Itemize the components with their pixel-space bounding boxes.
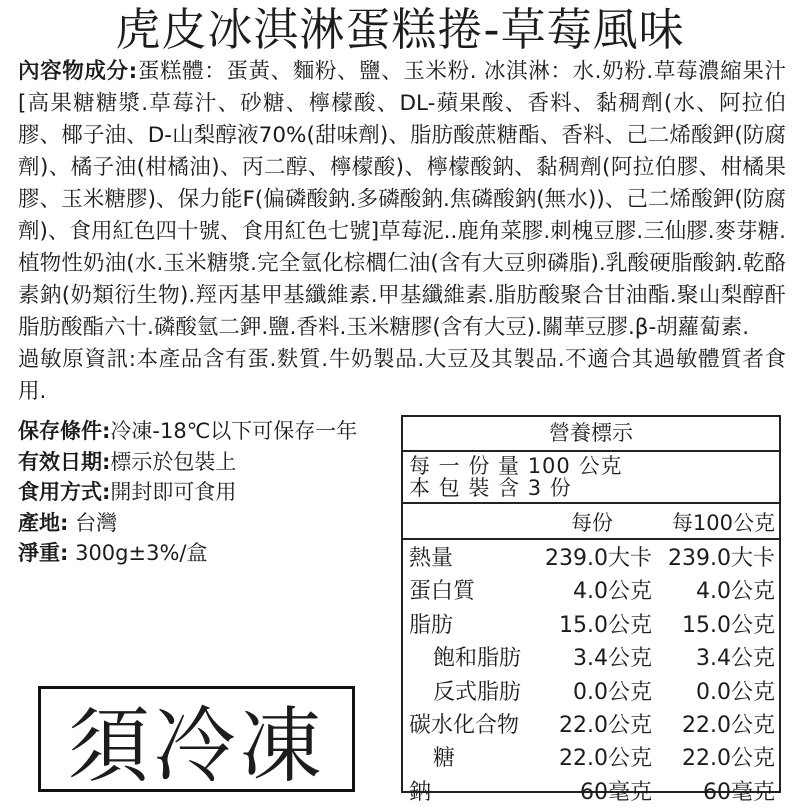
nutrient-name: 糖 (433, 746, 456, 772)
nutrition-row-energy (403, 542, 779, 575)
per-100g-header: 每100公克 (671, 511, 775, 535)
nutrition-row-sodium (403, 776, 779, 809)
product-title: 虎皮冰淇淋蛋糕捲-草莓風味 (115, 3, 685, 56)
net-weight-label: 淨重: (18, 541, 69, 565)
origin-value: 台灣 (68, 510, 118, 535)
nutrient-name: 脂肪 (409, 612, 454, 638)
per-100g-value: 22.0公克 (682, 746, 775, 772)
allergen-info: 過敏原資訊:本產品含有蛋.麩質.牛奶製品.大豆及其製品.不適合其過敏體質者食用. (18, 347, 786, 404)
net-weight-value: 300g±3%/盒 (68, 541, 208, 565)
nutrition-row-fat (403, 609, 779, 642)
keep-frozen-stamp: 須冷凍 (38, 686, 355, 792)
nutrient-name: 碳水化合物 (409, 712, 520, 738)
per-serving-header: 每份 (571, 511, 613, 535)
servings-per-package: 本 包 裝 含 3 份 (409, 476, 572, 500)
ingredients-text: 蛋糕體：蛋黃、麵粉、鹽、玉米粉. 冰淇淋：水.奶粉.草莓濃縮果汁[高果糖糖漿.草莓汁、砂糖、檸檬酸、DL-蘋果酸、香料、黏稠劑(水、阿拉伯膠、椰子油、D-山梨醇液70%(甜味劑)、脂肪酸蔗糖酯、香料、己二烯酸鉀(防腐劑)、橘子油(柑橘油)、丙二醇、檸檬酸)、檸檬酸鈉、黏稠劑(阿拉伯膠、柑橘果膠、玉米糖膠)、保力能F(偏磷酸鈉.多磷酸鈉.焦磷酸鈉(無水))、己二烯酸鉀(防腐劑)、食用紅色四十號、食用紅色七號]草莓泥..鹿角菜膠.刺槐豆膠.三仙膠.麥芽糖.植物性奶油(水.玉米糖漿.完全氫化棕櫚仁油(含有大豆卵磷脂).乳酸硬脂酸鈉.乾酪素鈉(奶類衍生物).羥丙基甲基纖維素.甲基纖維素.脂肪酸聚合甘油酯.聚山梨醇酐脂肪酸酯六十.磷酸氫二鉀.鹽.香料.玉米糖膠(含有大豆).關華豆膠.β-胡蘿蔔素. (18, 59, 786, 340)
nutrient-name: 熱量 (409, 546, 454, 571)
per-serving-value: 4.0公克 (573, 579, 652, 605)
nutrition-column-headers (403, 504, 779, 540)
per-serving-value: 22.0公克 (559, 746, 652, 772)
serving-size: 每 一 份 量 100 公克 (409, 454, 623, 478)
storage-value: 冷凍-18℃以下可保存一年 (110, 419, 358, 443)
nutrient-name: 飽和脂肪 (433, 646, 522, 672)
usage-row (18, 477, 398, 508)
ingredients-label: 內容物成分: (18, 59, 138, 84)
per-serving-value: 15.0公克 (559, 612, 652, 638)
serving-info (403, 452, 779, 504)
storage-label: 保存條件: (18, 419, 111, 443)
storage-row (18, 416, 398, 447)
nutrition-row-protein (403, 575, 779, 608)
per-100g-value: 15.0公克 (682, 612, 775, 638)
usage-label: 食用方式: (18, 480, 111, 504)
usage-value: 開封即可食用 (110, 480, 237, 504)
expiry-label: 有效日期: (18, 449, 111, 474)
nutrition-table (401, 415, 781, 805)
nutrient-name: 蛋白質 (409, 579, 476, 605)
expiry-value: 標示於包裝上 (110, 449, 237, 474)
origin-label: 產地: (18, 510, 69, 535)
nutrition-row-saturated-fat (403, 642, 779, 675)
per-100g-value: 22.0公克 (682, 712, 775, 738)
nutrition-rows (403, 540, 779, 809)
per-serving-value: 0.0公克 (573, 679, 652, 705)
ingredients-section (18, 56, 786, 408)
nutrition-row-sugar (403, 742, 779, 775)
per-serving-value: 239.0大卡 (545, 546, 652, 571)
nutrient-name: 反式脂肪 (433, 679, 522, 705)
per-serving-value: 22.0公克 (559, 712, 652, 738)
per-100g-value: 3.4公克 (696, 646, 775, 672)
product-info (18, 416, 398, 569)
expiry-row (18, 447, 398, 478)
net-weight-row (18, 538, 398, 569)
per-100g-value: 60毫克 (703, 779, 775, 805)
origin-row (18, 508, 398, 539)
nutrition-row-carbohydrate (403, 709, 779, 742)
per-serving-value: 60毫克 (580, 779, 652, 805)
per-100g-value: 4.0公克 (696, 579, 775, 605)
per-serving-value: 3.4公克 (573, 646, 652, 672)
nutrient-name: 鈉 (409, 779, 432, 805)
nutrition-row-trans-fat (403, 676, 779, 709)
ingredients-paragraph (18, 56, 786, 344)
per-100g-value: 239.0大卡 (668, 546, 775, 571)
per-100g-value: 0.0公克 (696, 679, 775, 705)
nutrition-title: 營養標示 (403, 417, 779, 452)
